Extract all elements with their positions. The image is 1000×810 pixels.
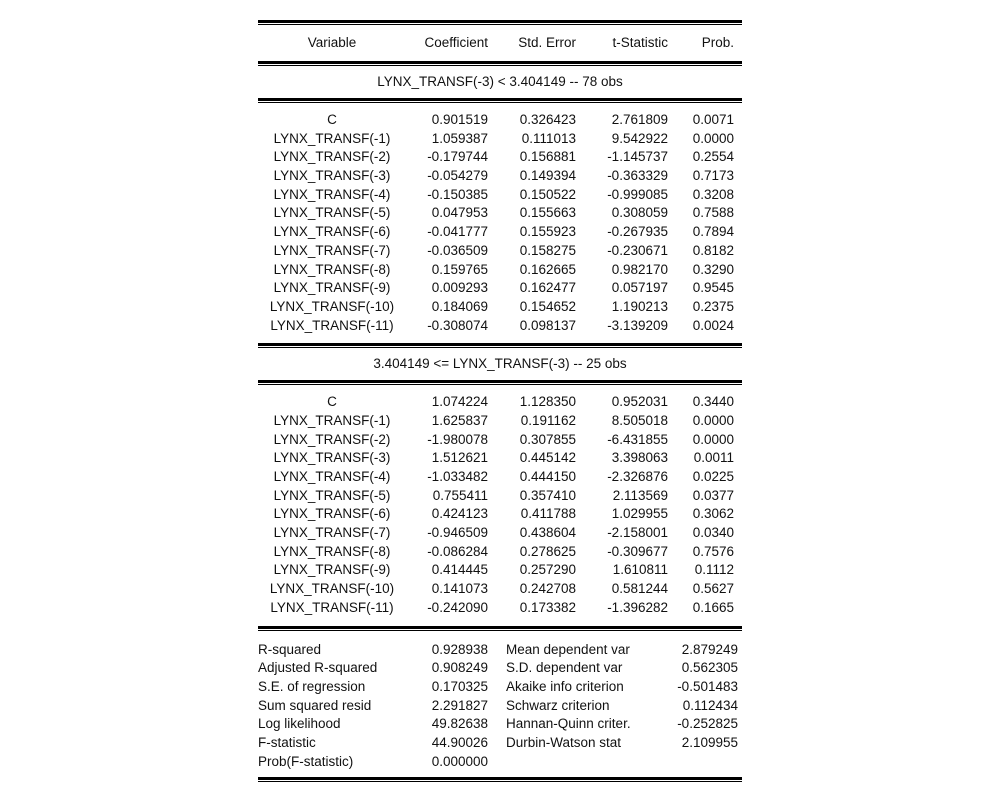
- coefficient-cell: -0.086284: [427, 543, 488, 559]
- std-error-cell: 0.326423: [519, 112, 576, 127]
- table-row: [258, 468, 742, 487]
- variable-cell: LYNX_TRANSF(-5): [273, 205, 391, 221]
- table-row: [258, 242, 742, 261]
- variable-cell: LYNX_TRANSF(-1): [273, 412, 391, 428]
- variable-cell: LYNX_TRANSF(-3): [273, 450, 391, 466]
- prob-cell: 0.5627: [692, 581, 734, 597]
- table-row: [258, 279, 742, 298]
- header-t-statistic: t-Statistic: [612, 35, 668, 50]
- prob-cell: 0.0000: [692, 412, 734, 428]
- std-error-cell: 0.149394: [519, 168, 576, 184]
- variable-cell: C: [327, 394, 337, 410]
- table-row: [258, 167, 742, 186]
- prob-cell: 0.0011: [693, 450, 734, 466]
- stat-value: 44.90026: [431, 734, 488, 750]
- t-statistic-cell: 0.057197: [611, 280, 668, 296]
- prob-cell: 0.0071: [692, 112, 734, 127]
- variable-cell: LYNX_TRANSF(-4): [273, 469, 391, 484]
- variable-cell: LYNX_TRANSF(-1): [273, 130, 391, 146]
- t-statistic-cell: -2.158001: [607, 525, 668, 541]
- regimes-container: [258, 66, 742, 626]
- coefficient-cell: -0.308074: [427, 317, 488, 333]
- table-row: [258, 487, 742, 506]
- table-row: [258, 505, 742, 524]
- prob-cell: 0.7173: [692, 168, 734, 184]
- t-statistic-cell: 0.581244: [611, 581, 668, 597]
- coefficient-cell: 1.512621: [431, 450, 488, 466]
- prob-cell: 0.0000: [692, 431, 734, 447]
- std-error-cell: 0.162665: [519, 261, 576, 277]
- stat-label: Durbin-Watson stat: [506, 734, 622, 750]
- variable-cell: LYNX_TRANSF(-10): [269, 581, 395, 597]
- table-row: [258, 223, 742, 242]
- stat-row: [258, 641, 742, 660]
- prob-cell: 0.3290: [692, 261, 734, 277]
- t-statistic-cell: 1.190213: [611, 298, 668, 314]
- prob-cell: 0.3440: [692, 394, 734, 410]
- variable-cell: LYNX_TRANSF(-6): [273, 506, 391, 522]
- stat-value: [628, 753, 742, 772]
- variable-cell: LYNX_TRANSF(-9): [273, 280, 391, 296]
- std-error-cell: 0.154652: [519, 298, 576, 314]
- prob-cell: 0.3062: [692, 506, 734, 522]
- t-statistic-cell: 1.610811: [612, 562, 668, 578]
- t-statistic-cell: 0.982170: [611, 261, 668, 277]
- column-header-row: [258, 25, 742, 61]
- coefficient-cell: 0.901519: [431, 112, 488, 127]
- header-std-error: Std. Error: [518, 35, 576, 50]
- table-row: [258, 204, 742, 223]
- t-statistic-cell: 2.761809: [611, 112, 668, 127]
- variable-cell: LYNX_TRANSF(-11): [270, 317, 394, 333]
- std-error-cell: 0.098137: [519, 317, 576, 333]
- table-row: [258, 261, 742, 280]
- t-statistic-cell: -0.230671: [607, 242, 668, 258]
- table-row: [258, 524, 742, 543]
- stat-row: [258, 715, 742, 734]
- stat-label: [488, 753, 628, 772]
- t-statistic-cell: 2.113569: [612, 487, 668, 503]
- stat-row: [258, 753, 742, 772]
- stat-value: 49.82638: [431, 716, 488, 732]
- std-error-cell: 0.173382: [519, 599, 576, 615]
- regime-label: 3.404149 <= LYNX_TRANSF(-3) -- 25 obs: [373, 356, 627, 372]
- std-error-cell: 0.257290: [519, 562, 576, 578]
- table-row: [258, 148, 742, 167]
- prob-cell: 0.1665: [692, 599, 734, 615]
- variable-cell: LYNX_TRANSF(-7): [273, 242, 391, 258]
- stat-label: Mean dependent var: [506, 641, 630, 657]
- coefficient-cell: 1.074224: [431, 394, 488, 410]
- prob-cell: 0.7894: [692, 224, 734, 240]
- t-statistic-cell: -0.309677: [607, 543, 668, 559]
- table-row: [258, 111, 742, 130]
- table-row: [258, 543, 742, 562]
- table-row: [258, 580, 742, 599]
- variable-cell: C: [327, 112, 337, 127]
- prob-cell: 0.2554: [692, 149, 734, 165]
- variable-cell: LYNX_TRANSF(-8): [273, 543, 391, 559]
- header-prob: Prob.: [701, 35, 734, 50]
- t-statistic-cell: -1.145737: [607, 149, 668, 165]
- prob-cell: 0.0024: [692, 317, 734, 333]
- coefficient-cell: 1.625837: [431, 412, 488, 428]
- stat-value: 0.928938: [431, 641, 488, 657]
- coefficient-cell: -0.179744: [427, 149, 488, 165]
- stat-value: 0.562305: [681, 660, 738, 676]
- std-error-cell: 0.191162: [520, 412, 576, 428]
- prob-cell: 0.3208: [692, 186, 734, 202]
- table-row: [258, 431, 742, 450]
- coefficient-cell: -1.033482: [427, 469, 488, 484]
- table-row: [258, 298, 742, 317]
- stat-row: [258, 697, 742, 716]
- t-statistic-cell: -6.431855: [607, 431, 668, 447]
- prob-cell: 0.0225: [692, 469, 734, 484]
- prob-cell: 0.1112: [694, 562, 734, 578]
- stat-value: 2.291827: [431, 697, 488, 713]
- t-statistic-cell: -0.363329: [607, 168, 668, 184]
- coefficient-cell: -0.036509: [427, 242, 488, 258]
- t-statistic-cell: 0.308059: [611, 205, 668, 221]
- stat-row: [258, 678, 742, 697]
- stat-label: F-statistic: [258, 734, 316, 750]
- std-error-cell: 0.150522: [519, 186, 576, 202]
- prob-cell: 0.0377: [692, 487, 734, 503]
- t-statistic-cell: 1.029955: [611, 506, 668, 522]
- coefficient-cell: 0.159765: [431, 261, 488, 277]
- std-error-cell: 0.111013: [521, 130, 576, 146]
- stat-label: Adjusted R-squared: [258, 660, 378, 676]
- coefficient-cell: 0.414445: [431, 562, 488, 578]
- coefficient-cell: 0.184069: [431, 298, 488, 314]
- coefficient-cell: -0.041777: [427, 224, 488, 240]
- table-row: [258, 412, 742, 431]
- coefficient-cell: 0.424123: [431, 506, 488, 522]
- table-row: [258, 599, 742, 618]
- bottom-double-rule: [258, 777, 742, 782]
- prob-cell: 0.8182: [692, 242, 734, 258]
- coefficient-cell: -0.242090: [427, 599, 488, 615]
- std-error-cell: 0.162477: [519, 280, 576, 296]
- prob-cell: 0.2375: [692, 298, 734, 314]
- stat-value: 2.109955: [681, 734, 738, 750]
- std-error-cell: 1.128350: [519, 394, 576, 410]
- stat-value: 0.170325: [431, 678, 488, 694]
- stat-value: 0.908249: [431, 660, 488, 676]
- variable-cell: LYNX_TRANSF(-2): [273, 431, 391, 447]
- std-error-cell: 0.411788: [520, 506, 576, 522]
- stat-value: 0.112434: [682, 697, 738, 713]
- stat-label: Prob(F-statistic): [258, 753, 354, 769]
- stat-label: Sum squared resid: [258, 697, 372, 713]
- header-coefficient: Coefficient: [424, 35, 488, 50]
- stat-value: 0.000000: [431, 753, 488, 769]
- stat-value: -0.501483: [677, 678, 738, 694]
- coefficient-cell: 0.755411: [432, 487, 488, 503]
- coefficient-cell: 0.047953: [431, 205, 488, 221]
- stat-row: [258, 659, 742, 678]
- std-error-cell: 0.155663: [519, 205, 576, 221]
- prob-cell: 0.0340: [692, 525, 734, 541]
- std-error-cell: 0.307855: [519, 431, 576, 447]
- table-row: [258, 561, 742, 580]
- std-error-cell: 0.444150: [519, 469, 576, 484]
- t-statistic-cell: -2.326876: [607, 469, 668, 484]
- coefficient-cell: -0.150385: [427, 186, 488, 202]
- t-statistic-cell: 0.952031: [611, 394, 668, 410]
- table-row: [258, 317, 742, 336]
- t-statistic-cell: 3.398063: [611, 450, 668, 466]
- variable-cell: LYNX_TRANSF(-7): [273, 525, 391, 541]
- std-error-cell: 0.278625: [519, 543, 576, 559]
- summary-statistics: [258, 641, 742, 772]
- variable-cell: LYNX_TRANSF(-2): [273, 149, 391, 165]
- std-error-cell: 0.156881: [519, 149, 576, 165]
- std-error-cell: 0.438604: [519, 525, 576, 541]
- variable-cell: LYNX_TRANSF(-6): [273, 224, 391, 240]
- variable-cell: LYNX_TRANSF(-3): [273, 168, 391, 184]
- t-statistic-cell: -3.139209: [607, 317, 668, 333]
- variable-cell: LYNX_TRANSF(-10): [269, 298, 395, 314]
- stat-label: S.E. of regression: [258, 678, 366, 694]
- prob-cell: 0.7588: [692, 205, 734, 221]
- std-error-cell: 0.242708: [519, 581, 576, 597]
- variable-cell: LYNX_TRANSF(-8): [273, 261, 391, 277]
- coefficient-cell: -1.980078: [427, 431, 488, 447]
- variable-cell: LYNX_TRANSF(-4): [273, 186, 391, 202]
- variable-cell: LYNX_TRANSF(-5): [273, 487, 391, 503]
- std-error-cell: 0.445142: [519, 450, 576, 466]
- t-statistic-cell: -0.267935: [607, 224, 668, 240]
- variable-cell: LYNX_TRANSF(-9): [273, 562, 391, 578]
- stat-value: 2.879249: [681, 641, 738, 657]
- stat-label: Schwarz criterion: [506, 697, 610, 713]
- t-statistic-cell: 8.505018: [611, 412, 668, 428]
- regime-label: LYNX_TRANSF(-3) < 3.404149 -- 78 obs: [377, 74, 623, 89]
- table-row: [258, 186, 742, 205]
- t-statistic-cell: -0.999085: [607, 186, 668, 202]
- prob-cell: 0.9545: [692, 280, 734, 296]
- stat-label: Hannan-Quinn criter.: [506, 716, 631, 732]
- std-error-cell: 0.158275: [519, 242, 576, 258]
- t-statistic-cell: -1.396282: [607, 599, 668, 615]
- prob-cell: 0.0000: [692, 130, 734, 146]
- variable-cell: LYNX_TRANSF(-11): [270, 599, 394, 615]
- prob-cell: 0.7576: [692, 543, 734, 559]
- table-row: [258, 393, 742, 412]
- stat-label: Log likelihood: [258, 716, 341, 732]
- table-row: [258, 130, 742, 149]
- coefficient-cell: 1.059387: [431, 130, 488, 146]
- coefficient-cell: 0.141073: [431, 581, 488, 597]
- std-error-cell: 0.155923: [519, 224, 576, 240]
- coefficient-cell: 0.009293: [431, 280, 488, 296]
- coefficient-cell: -0.054279: [427, 168, 488, 184]
- table-row: [258, 449, 742, 468]
- stat-label: R-squared: [258, 641, 322, 657]
- t-statistic-cell: 9.542922: [611, 130, 668, 146]
- header-variable: Variable: [307, 35, 357, 50]
- std-error-cell: 0.357410: [519, 487, 576, 503]
- stat-label: S.D. dependent var: [506, 660, 623, 676]
- stat-label: Akaike info criterion: [506, 678, 624, 694]
- coefficient-cell: -0.946509: [427, 525, 488, 541]
- regression-output-table: [258, 20, 742, 782]
- stat-row: [258, 734, 742, 753]
- stat-value: -0.252825: [677, 716, 738, 732]
